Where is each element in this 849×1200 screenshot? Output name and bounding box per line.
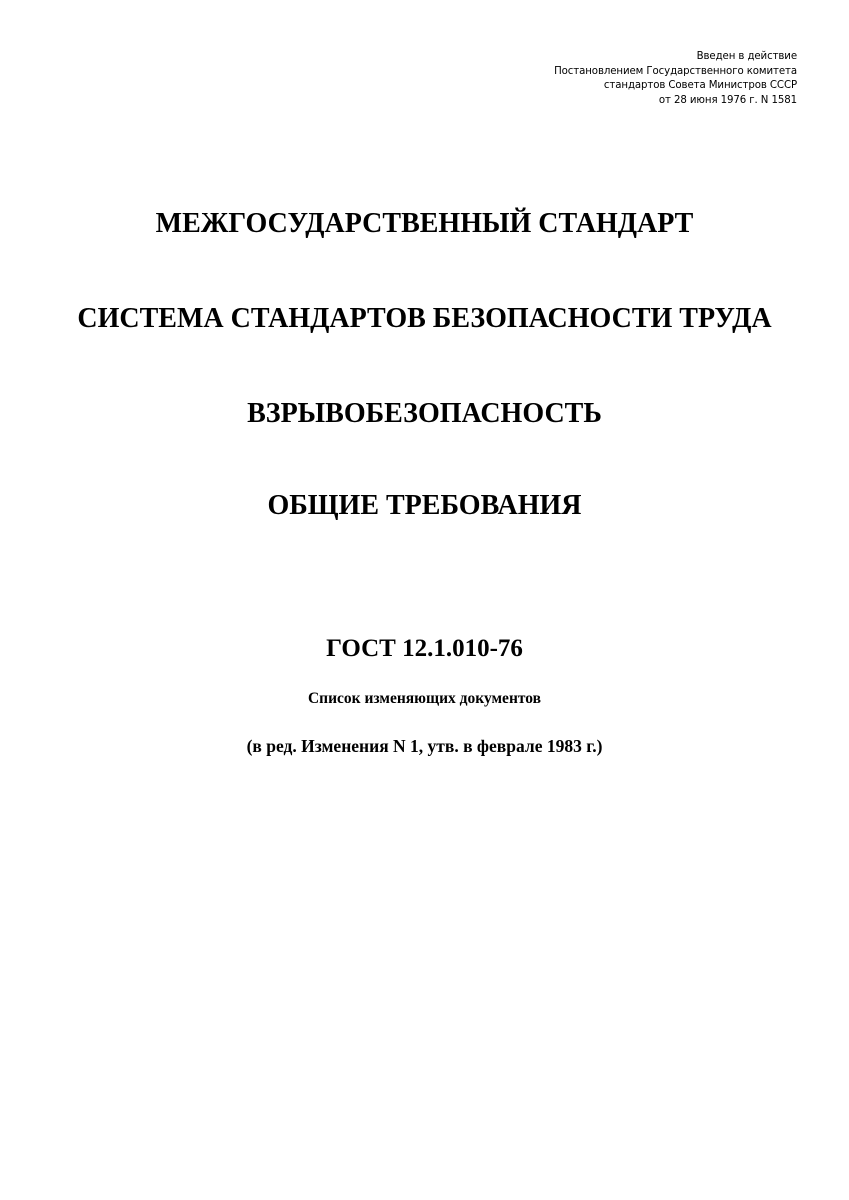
revision-note: (в ред. Изменения N 1, утв. в феврале 1983 г.) bbox=[246, 736, 603, 756]
general-requirements-title: ОБЩИЕ ТРЕБОВАНИЯ bbox=[267, 490, 582, 521]
approval-line-3: стандартов Совета Министров СССР bbox=[603, 80, 797, 91]
approval-line-2: Постановлением Государственного комитета bbox=[554, 65, 797, 77]
interstate-standard-title: МЕЖГОСУДАРСТВЕННЫЙ СТАНДАРТ bbox=[155, 208, 694, 239]
approval-line-4: от 28 июня 1976 г. N 1581 bbox=[658, 94, 797, 106]
approval-note bbox=[554, 50, 797, 108]
approval-line-1: Введен в действие bbox=[696, 51, 797, 62]
change-list-heading: Список изменяющих документов bbox=[307, 690, 542, 707]
system-title: СИСТЕМА СТАНДАРТОВ БЕЗОПАСНОСТИ ТРУДА bbox=[77, 303, 772, 334]
explosion-safety-title: ВЗРЫВОБЕЗОПАСНОСТЬ bbox=[247, 398, 602, 429]
standard-designation: ГОСТ 12.1.010-76 bbox=[326, 635, 523, 662]
